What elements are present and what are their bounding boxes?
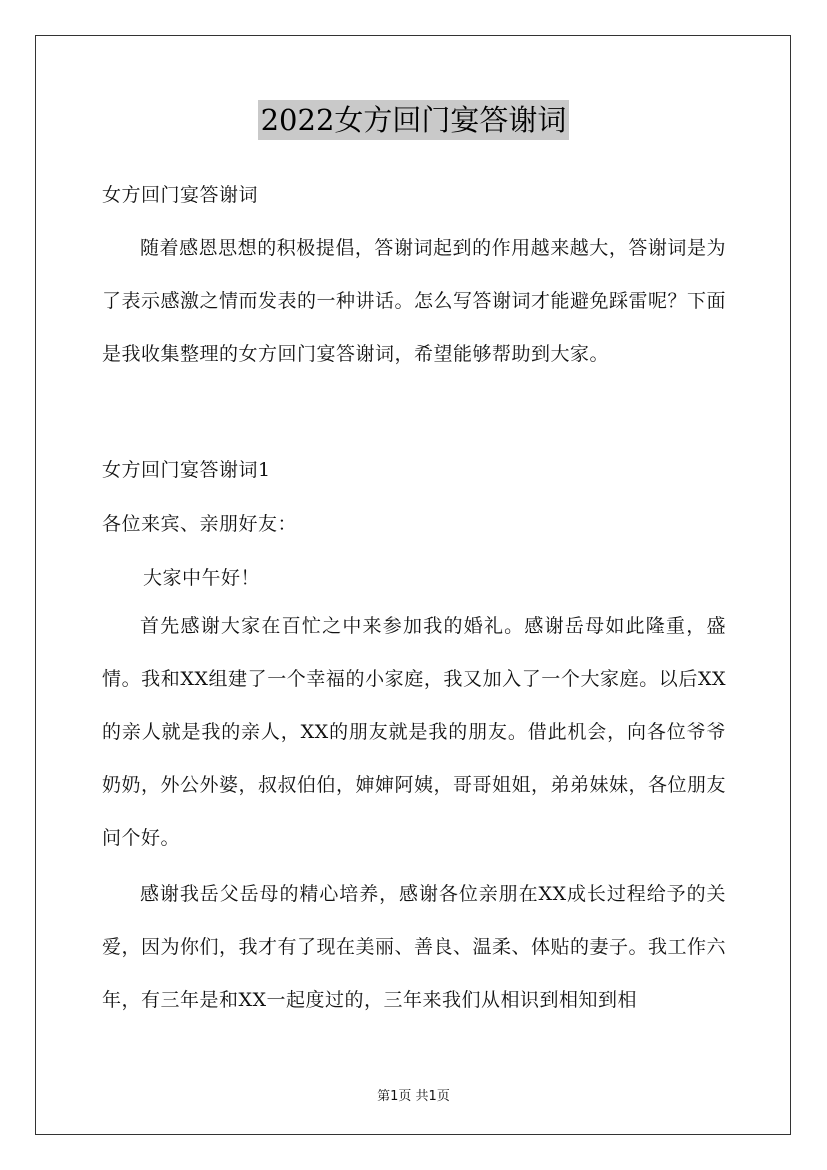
page-footer: 第1页 共1页 <box>377 1089 450 1104</box>
body-paragraph-2: 感谢我岳父岳母的精心培养，感谢各位亲朋在XX成长过程给予的关爱，因为你们，我才有了现在美丽、善良、温柔、体贴的妻子。我工作六年，有三年是和XX一起度过的，三年来我们从相识到相知到相 <box>102 883 727 1011</box>
intro-paragraph: 随着感恩思想的积极提倡，答谢词起到的作用越来越大，答谢词是为了表示感激之情而发表的一种讲话。怎么写答谢词才能避免踩雷呢？下面是我收集整理的女方回门宴答谢词，希望能够帮助到大家。 <box>102 237 727 365</box>
subtitle: 女方回门宴答谢词 <box>102 184 259 206</box>
document-title: 2022女方回门宴答谢词 <box>258 100 570 140</box>
greeting: 各位来宾、亲朋好友： <box>102 513 298 535</box>
salutation: 大家中午好！ <box>143 567 261 589</box>
section-title: 女方回门宴答谢词1 <box>102 459 271 481</box>
body-paragraph-1: 首先感谢大家在百忙之中来参加我的婚礼。感谢岳母如此隆重，盛情。我和XX组建了一个幸福的小家庭，我又加入了一个大家庭。以后XX的亲人就是我的亲人，XX的朋友就是我的朋友。借此机会，向各位爷爷奶奶，外公外婆，叔叔伯伯，婶婶阿姨，哥哥姐姐，弟弟妹妹，各位朋友问个好。 <box>102 615 727 849</box>
document-title-wrap <box>0 100 827 140</box>
